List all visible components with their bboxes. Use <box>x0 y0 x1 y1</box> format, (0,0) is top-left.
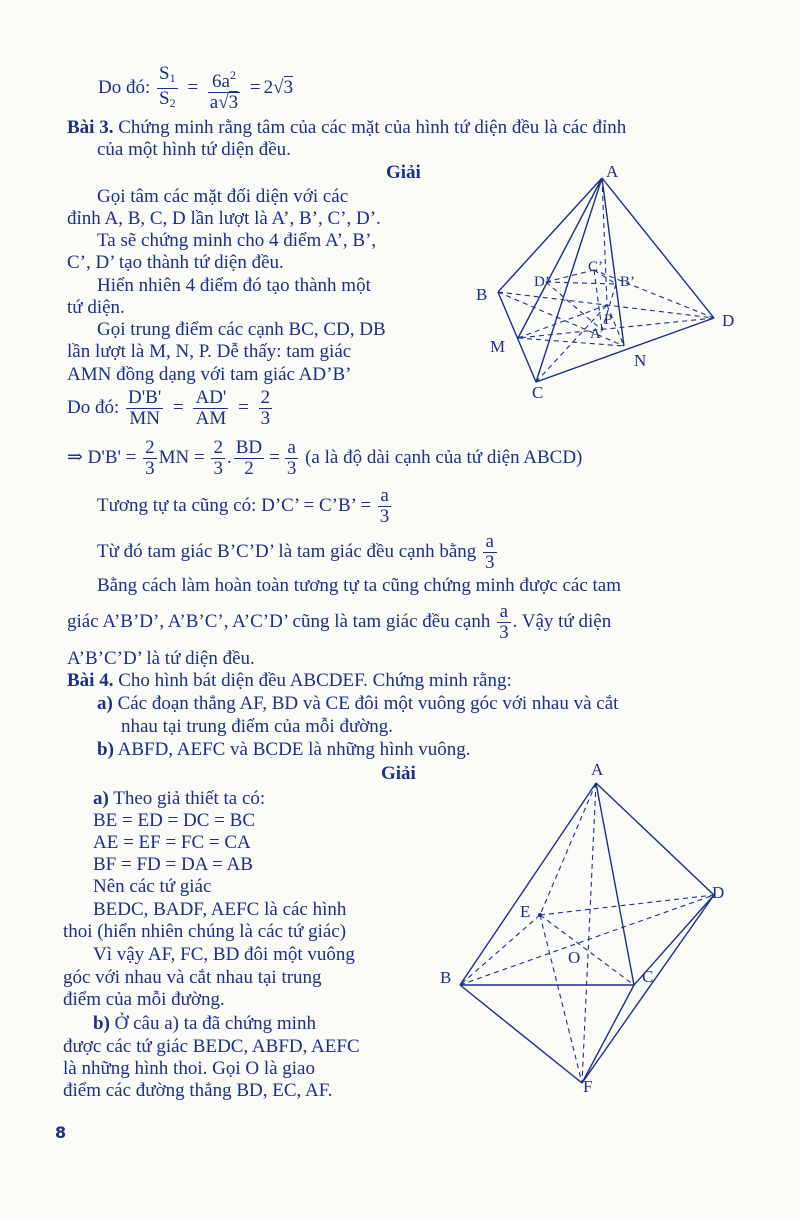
label-C: C <box>532 383 544 400</box>
label-O: O <box>568 948 581 967</box>
edge-BF <box>460 985 582 1083</box>
label-C1: C’ <box>588 259 603 275</box>
segment-C1A1 <box>594 270 602 330</box>
bai3-p4: C’, D’ tạo thành tứ diện đều. <box>67 252 284 273</box>
bai3-equilateral: Từ đó tam giác B’C’D’ là tam giác đều cạnh bằng $\frac{a}{3}$ <box>97 531 495 574</box>
bai3-conclusion: A’B’C’D’ là tứ diện đều. <box>67 648 255 669</box>
label-C: C <box>642 967 654 986</box>
segment-AF <box>582 783 596 1083</box>
label-B1: B’ <box>620 274 635 290</box>
label-M: M <box>490 337 506 356</box>
ratio-formula: Do đó: $\frac{S_1}{S_2}$ = $\frac{6a^2}{a√3}$ = 2√3 <box>98 63 294 113</box>
bai4-s3: AE = EF = FC = CA <box>93 832 251 853</box>
label-D1: D’ <box>534 274 550 290</box>
bai3-similarly: Bằng cách làm hoàn toàn tương tự ta cũng chứng minh được các tam <box>97 575 621 596</box>
bai3-similar: Tương tự ta cũng có: D’C’ = C’B’ = $\frac{a}{3}$ <box>97 485 390 528</box>
label-B: B <box>476 285 488 304</box>
edge-AD <box>602 178 714 318</box>
bai4-s10: điểm của mỗi đường. <box>63 989 225 1010</box>
bai3-heading-cont: của một hình tứ diện đều. <box>97 139 291 160</box>
label-A: A <box>606 162 619 181</box>
bai3-p8: lần lượt là M, N, P. Dễ thấy: tam giác <box>67 341 352 362</box>
bai4-s8: Vì vậy AF, FC, BD đôi một vuông <box>93 944 355 965</box>
label-D: D <box>712 883 725 902</box>
label-E: E <box>520 902 531 921</box>
bai3-p1: Gọi tâm các mặt đối diện với các <box>97 186 349 207</box>
bai4-part-a-cont: nhau tại trung điểm của mỗi đường. <box>121 716 394 737</box>
bai3-p3: Ta sẽ chứng minh cho 4 điểm A’, B’, <box>97 230 377 251</box>
bai3-solution-title: Giải <box>386 162 421 183</box>
bai4-s6: BEDC, BADF, AEFC là các hình <box>93 899 347 920</box>
edge-ED <box>540 895 714 915</box>
bai3-p7: Gọi trung điểm các cạnh BC, CD, DB <box>97 319 386 340</box>
bai3-p5: Hiển nhiên 4 điểm đó tạo thành một <box>97 275 371 296</box>
bai4-part-a: a) Các đoạn thẳng AF, BD và CE đôi một vuông góc với nhau và cắt <box>97 693 619 714</box>
edge-AB <box>498 178 602 292</box>
label-A: A <box>591 760 604 779</box>
segment-AM <box>518 178 602 338</box>
label-A1: A’ <box>590 326 605 342</box>
bai3-ratio: Do đó: $\frac{D'B'}{MN}$ = $\frac{AD'}{AM}$ = $\frac{2}{3}$ <box>67 387 271 430</box>
bai4-s9: góc với nhau và cắt nhau tại trung <box>63 967 322 988</box>
label-B: B <box>440 968 452 987</box>
bai4-s1: a) Theo giả thiết ta có: <box>93 788 266 809</box>
segment-D1A1 <box>546 282 602 330</box>
bai4-solution-title: Giải <box>381 763 416 784</box>
segment-D1B1 <box>546 282 616 284</box>
bai3-length: ⇒ D'B' = $\frac{2}{3}$ MN = $\frac{2}{3}$ . $\frac{BD}{2}$ = $\frac{a}{3}$ (a là độ dài cạnh của tứ diện ABCD) <box>67 437 583 480</box>
point-E <box>538 913 542 917</box>
bai4-s11: b) Ở câu a) ta đã chứng minh <box>93 1013 316 1034</box>
bai3-heading: Bài 3. Chứng minh rằng tâm của các mặt của hình tứ diện đều là các đỉnh <box>67 117 627 138</box>
edge-EF <box>540 915 582 1083</box>
bai4-s13: là những hình thoi. Gọi O là giao <box>63 1058 315 1079</box>
tetrahedron-figure <box>470 160 770 400</box>
label-N: N <box>634 351 647 370</box>
bai4-s5: Nên các tứ giác <box>93 876 212 897</box>
edge-DF <box>582 895 714 1083</box>
octahedron-figure <box>430 755 750 1105</box>
bai3-p2: đỉnh A, B, C, D lần lượt là A’, B’, C’, D’. <box>67 208 381 229</box>
bai4-s12: được các tứ giác BEDC, ABFD, AEFC <box>63 1036 360 1057</box>
segment-CP <box>536 305 607 382</box>
label-P: P <box>604 312 613 328</box>
label-D: D <box>722 311 735 330</box>
edge-CF <box>582 985 634 1083</box>
bai4-s4: BF = FD = DA = AB <box>93 854 253 875</box>
bai4-part-b: b) ABFD, AEFC và BCDE là những hình vuông. <box>97 739 471 760</box>
page-number: 8 <box>55 1123 67 1142</box>
bai3-p9: AMN đồng dạng với tam giác AD’B’ <box>67 364 352 385</box>
bai3-p6: tứ diện. <box>67 297 125 318</box>
bai4-heading: Bài 4. Cho hình bát diện đều ABCDEF. Chứng minh rằng: <box>67 670 512 691</box>
edge-AE <box>540 783 596 915</box>
edge-CD <box>536 318 714 382</box>
label-F: F <box>583 1077 593 1096</box>
bai4-s7: thoi (hiển nhiên chúng là các tứ giác) <box>63 921 347 942</box>
bai3-similarly-cont: giác A’B’D’, A’B’C’, A’C’D’ cũng là tam giác đều cạnh $\frac{a}{3}$ . Vậy tứ diện <box>67 601 612 644</box>
bai4-s2: BE = ED = DC = BC <box>93 810 255 831</box>
segment-BD <box>460 895 714 985</box>
bai4-s14: điểm các đường thẳng BD, EC, AF. <box>63 1080 333 1101</box>
